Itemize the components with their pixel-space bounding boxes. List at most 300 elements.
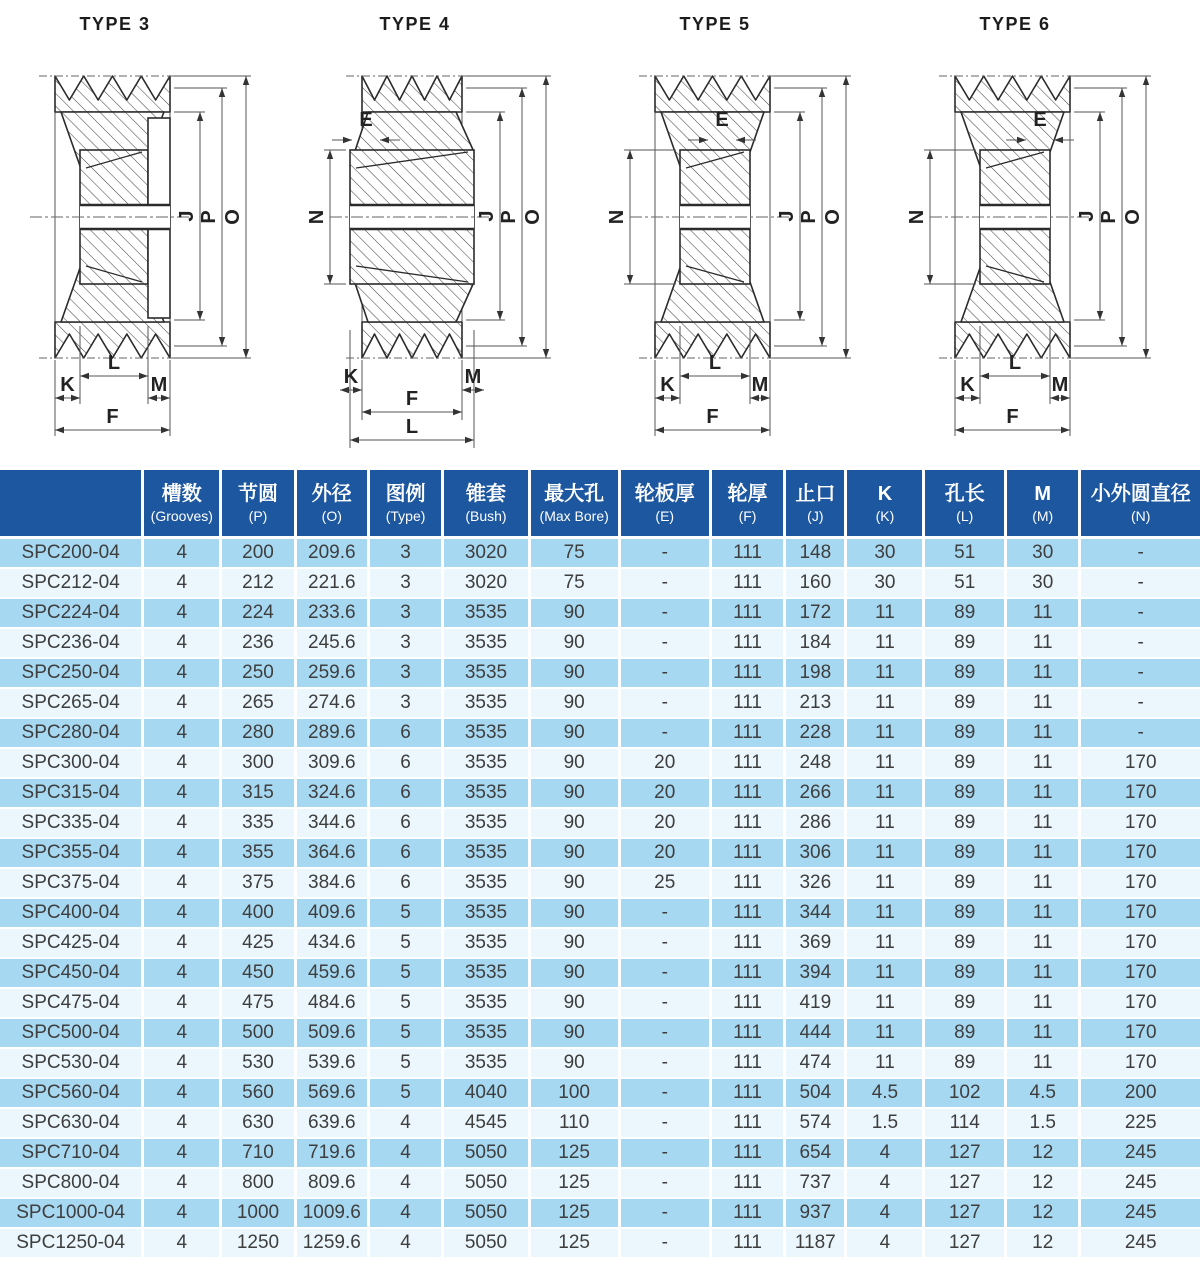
- dim-label: E: [359, 109, 373, 131]
- value-cell: 4: [143, 898, 221, 928]
- value-cell: 11: [1006, 778, 1080, 808]
- value-cell: 4: [143, 748, 221, 778]
- value-cell: 630: [221, 1108, 295, 1138]
- value-cell: 90: [529, 658, 619, 688]
- value-cell: 475: [221, 988, 295, 1018]
- value-cell: 89: [924, 898, 1006, 928]
- value-cell: 11: [1006, 898, 1080, 928]
- dim-label: M: [464, 366, 482, 388]
- spec-table: [0, 470, 1200, 1259]
- column-header-zh: 轮板厚: [634, 482, 695, 505]
- column-header-1: [143, 470, 221, 538]
- pulley-cross-section-drawing: [300, 0, 600, 470]
- value-cell: 12: [1006, 1228, 1080, 1258]
- column-header-en: (Type): [385, 507, 426, 524]
- value-cell: 30: [846, 538, 924, 569]
- value-cell: 11: [1006, 628, 1080, 658]
- value-cell: -: [619, 658, 710, 688]
- model-cell: SPC425-04: [0, 928, 143, 958]
- value-cell: 450: [221, 958, 295, 988]
- column-header-zh: 孔长: [944, 482, 985, 505]
- value-cell: 170: [1080, 838, 1200, 868]
- table-row: [0, 628, 1200, 658]
- column-header-zh: 小外圆直径: [1090, 482, 1191, 505]
- column-header-zh: 节圆: [237, 482, 278, 505]
- dim-label: P: [798, 210, 820, 224]
- value-cell: -: [1080, 628, 1200, 658]
- value-cell: -: [619, 958, 710, 988]
- value-cell: 11: [1006, 868, 1080, 898]
- value-cell: 90: [529, 778, 619, 808]
- column-header-en: (P): [248, 507, 268, 524]
- value-cell: 4: [143, 868, 221, 898]
- column-header-13: [1080, 470, 1200, 538]
- dim-label: J: [176, 210, 198, 222]
- diagram-type-6: [900, 0, 1200, 470]
- value-cell: 300: [221, 748, 295, 778]
- dim-label: K: [660, 374, 675, 396]
- column-header-7: [619, 470, 710, 538]
- value-cell: 5050: [443, 1228, 529, 1258]
- table-row: [0, 1048, 1200, 1078]
- value-cell: 170: [1080, 928, 1200, 958]
- value-cell: 4: [143, 1198, 221, 1228]
- value-cell: 11: [846, 688, 924, 718]
- value-cell: 11: [846, 928, 924, 958]
- value-cell: 574: [785, 1108, 846, 1138]
- pulley-cross-section-drawing: [0, 0, 300, 470]
- value-cell: 170: [1080, 1048, 1200, 1078]
- value-cell: 639.6: [295, 1108, 368, 1138]
- value-cell: 90: [529, 838, 619, 868]
- column-header-en: (F): [738, 507, 757, 524]
- value-cell: -: [1080, 568, 1200, 598]
- table-row: [0, 988, 1200, 1018]
- value-cell: 11: [846, 838, 924, 868]
- value-cell: 5: [368, 928, 442, 958]
- value-cell: 344: [785, 898, 846, 928]
- dim-label: E: [715, 109, 729, 131]
- pulley-diagrams-row: [0, 0, 1200, 470]
- value-cell: 170: [1080, 808, 1200, 838]
- value-cell: 3020: [443, 568, 529, 598]
- value-cell: 4: [368, 1138, 442, 1168]
- value-cell: 11: [1006, 598, 1080, 628]
- value-cell: 11: [846, 1048, 924, 1078]
- value-cell: 20: [619, 808, 710, 838]
- value-cell: 90: [529, 928, 619, 958]
- model-cell: SPC200-04: [0, 538, 143, 569]
- value-cell: 419: [785, 988, 846, 1018]
- value-cell: 89: [924, 1018, 1006, 1048]
- column-header-en: (E): [655, 507, 675, 524]
- dim-label: P: [498, 210, 520, 224]
- model-cell: SPC1250-04: [0, 1228, 143, 1258]
- column-header-2: [221, 470, 295, 538]
- value-cell: 474: [785, 1048, 846, 1078]
- value-cell: 3535: [443, 688, 529, 718]
- dim-label: J: [776, 210, 798, 222]
- value-cell: 20: [619, 838, 710, 868]
- value-cell: 11: [846, 988, 924, 1018]
- column-header-en: (Max Bore): [539, 507, 609, 524]
- column-header-zh: K: [877, 482, 893, 505]
- value-cell: 11: [846, 718, 924, 748]
- dim-label: E: [1033, 109, 1047, 131]
- table-row: [0, 808, 1200, 838]
- value-cell: 4: [368, 1228, 442, 1258]
- value-cell: 266: [785, 778, 846, 808]
- value-cell: 400: [221, 898, 295, 928]
- value-cell: 89: [924, 778, 1006, 808]
- dim-label: O: [822, 209, 844, 225]
- value-cell: 3535: [443, 898, 529, 928]
- value-cell: 245: [1080, 1138, 1200, 1168]
- value-cell: 12: [1006, 1198, 1080, 1228]
- value-cell: 89: [924, 988, 1006, 1018]
- table-row: [0, 658, 1200, 688]
- dim-label: P: [198, 210, 220, 224]
- column-header-en: (O): [321, 507, 342, 524]
- value-cell: 111: [710, 1168, 784, 1198]
- value-cell: 89: [924, 688, 1006, 718]
- column-header-zh: 轮厚: [727, 482, 768, 505]
- value-cell: 89: [924, 718, 1006, 748]
- value-cell: 4: [143, 538, 221, 569]
- value-cell: 90: [529, 748, 619, 778]
- value-cell: 355: [221, 838, 295, 868]
- value-cell: 11: [846, 958, 924, 988]
- model-cell: SPC500-04: [0, 1018, 143, 1048]
- value-cell: 3535: [443, 628, 529, 658]
- dim-label: K: [60, 374, 75, 396]
- value-cell: 11: [1006, 658, 1080, 688]
- model-cell: SPC375-04: [0, 868, 143, 898]
- column-header-en: (J): [807, 507, 824, 524]
- value-cell: 90: [529, 868, 619, 898]
- dim-label: J: [476, 210, 498, 222]
- value-cell: 4: [143, 1078, 221, 1108]
- value-cell: 236: [221, 628, 295, 658]
- value-cell: 245: [1080, 1198, 1200, 1228]
- value-cell: 509.6: [295, 1018, 368, 1048]
- column-header-zh: 止口: [795, 482, 836, 505]
- value-cell: 937: [785, 1198, 846, 1228]
- dim-label: K: [960, 374, 975, 396]
- value-cell: 111: [710, 538, 784, 569]
- value-cell: -: [619, 568, 710, 598]
- value-cell: 111: [710, 988, 784, 1018]
- dim-label: J: [1076, 210, 1098, 222]
- value-cell: 90: [529, 718, 619, 748]
- value-cell: 6: [368, 778, 442, 808]
- value-cell: 710: [221, 1138, 295, 1168]
- value-cell: 170: [1080, 1018, 1200, 1048]
- value-cell: 800: [221, 1168, 295, 1198]
- value-cell: 90: [529, 958, 619, 988]
- pulley-cross-section-drawing: [900, 0, 1200, 470]
- table-row: [0, 688, 1200, 718]
- value-cell: 4: [846, 1168, 924, 1198]
- value-cell: 6: [368, 718, 442, 748]
- value-cell: -: [619, 988, 710, 1018]
- value-cell: 3535: [443, 868, 529, 898]
- value-cell: 4: [143, 628, 221, 658]
- value-cell: 89: [924, 628, 1006, 658]
- value-cell: 245: [1080, 1168, 1200, 1198]
- value-cell: 111: [710, 1078, 784, 1108]
- value-cell: 111: [710, 688, 784, 718]
- value-cell: 6: [368, 868, 442, 898]
- value-cell: 127: [924, 1138, 1006, 1168]
- value-cell: 111: [710, 958, 784, 988]
- dim-label: L: [107, 352, 121, 374]
- diagram-title: TYPE 3: [79, 14, 151, 34]
- dim-label: O: [1122, 209, 1144, 225]
- model-cell: SPC1000-04: [0, 1198, 143, 1228]
- value-cell: 4: [143, 928, 221, 958]
- value-cell: 111: [710, 718, 784, 748]
- value-cell: -: [619, 1198, 710, 1228]
- column-header-9: [785, 470, 846, 538]
- value-cell: 184: [785, 628, 846, 658]
- value-cell: 170: [1080, 958, 1200, 988]
- value-cell: -: [619, 688, 710, 718]
- model-cell: SPC280-04: [0, 718, 143, 748]
- model-cell: SPC450-04: [0, 958, 143, 988]
- value-cell: 560: [221, 1078, 295, 1108]
- value-cell: 11: [1006, 688, 1080, 718]
- value-cell: 148: [785, 538, 846, 569]
- table-row: [0, 1078, 1200, 1108]
- table-row: [0, 1168, 1200, 1198]
- value-cell: 286: [785, 808, 846, 838]
- value-cell: 11: [846, 778, 924, 808]
- value-cell: 3020: [443, 538, 529, 569]
- model-cell: SPC800-04: [0, 1168, 143, 1198]
- value-cell: 5: [368, 898, 442, 928]
- dim-label: L: [1008, 352, 1022, 374]
- column-header-en: (K): [875, 507, 895, 524]
- value-cell: 3535: [443, 598, 529, 628]
- value-cell: 4: [846, 1138, 924, 1168]
- value-cell: 719.6: [295, 1138, 368, 1168]
- value-cell: 3535: [443, 838, 529, 868]
- value-cell: -: [1080, 658, 1200, 688]
- dim-label: P: [1098, 210, 1120, 224]
- value-cell: 4: [143, 688, 221, 718]
- value-cell: 212: [221, 568, 295, 598]
- column-header-zh: 最大孔: [544, 482, 605, 505]
- value-cell: 111: [710, 898, 784, 928]
- value-cell: 111: [710, 568, 784, 598]
- table-row: [0, 1228, 1200, 1258]
- value-cell: 1187: [785, 1228, 846, 1258]
- value-cell: 90: [529, 628, 619, 658]
- value-cell: 3535: [443, 718, 529, 748]
- value-cell: 4: [368, 1198, 442, 1228]
- model-cell: SPC250-04: [0, 658, 143, 688]
- value-cell: 89: [924, 958, 1006, 988]
- value-cell: 3: [368, 568, 442, 598]
- model-cell: SPC300-04: [0, 748, 143, 778]
- dim-label: F: [1006, 406, 1019, 428]
- value-cell: 4: [143, 1228, 221, 1258]
- value-cell: 111: [710, 1048, 784, 1078]
- value-cell: -: [1080, 718, 1200, 748]
- value-cell: 198: [785, 658, 846, 688]
- value-cell: 245.6: [295, 628, 368, 658]
- value-cell: 228: [785, 718, 846, 748]
- value-cell: 111: [710, 658, 784, 688]
- column-header-en: (L): [956, 507, 974, 524]
- value-cell: 111: [710, 778, 784, 808]
- table-row: [0, 838, 1200, 868]
- value-cell: 170: [1080, 778, 1200, 808]
- model-cell: SPC335-04: [0, 808, 143, 838]
- value-cell: 5: [368, 1078, 442, 1108]
- value-cell: 102: [924, 1078, 1006, 1108]
- value-cell: 409.6: [295, 898, 368, 928]
- value-cell: 172: [785, 598, 846, 628]
- value-cell: 200: [1080, 1078, 1200, 1108]
- value-cell: 1000: [221, 1198, 295, 1228]
- value-cell: 324.6: [295, 778, 368, 808]
- value-cell: 233.6: [295, 598, 368, 628]
- value-cell: 111: [710, 628, 784, 658]
- value-cell: 484.6: [295, 988, 368, 1018]
- model-cell: SPC265-04: [0, 688, 143, 718]
- value-cell: 4: [368, 1168, 442, 1198]
- value-cell: 75: [529, 538, 619, 569]
- value-cell: -: [619, 598, 710, 628]
- value-cell: 111: [710, 838, 784, 868]
- value-cell: 1259.6: [295, 1228, 368, 1258]
- value-cell: -: [619, 1108, 710, 1138]
- value-cell: 111: [710, 1198, 784, 1228]
- table-row: [0, 598, 1200, 628]
- value-cell: 75: [529, 568, 619, 598]
- dim-label: L: [405, 416, 419, 438]
- value-cell: 30: [846, 568, 924, 598]
- value-cell: 90: [529, 1048, 619, 1078]
- value-cell: 11: [1006, 808, 1080, 838]
- value-cell: 127: [924, 1198, 1006, 1228]
- value-cell: 504: [785, 1078, 846, 1108]
- value-cell: 4: [143, 1018, 221, 1048]
- value-cell: 4.5: [846, 1078, 924, 1108]
- value-cell: -: [1080, 538, 1200, 569]
- model-cell: SPC355-04: [0, 838, 143, 868]
- table-row: [0, 1108, 1200, 1138]
- value-cell: 89: [924, 808, 1006, 838]
- table-row: [0, 898, 1200, 928]
- table-row: [0, 1138, 1200, 1168]
- value-cell: 11: [1006, 1048, 1080, 1078]
- value-cell: -: [619, 538, 710, 569]
- value-cell: 89: [924, 748, 1006, 778]
- value-cell: 111: [710, 1018, 784, 1048]
- value-cell: -: [619, 1048, 710, 1078]
- value-cell: 25: [619, 868, 710, 898]
- value-cell: 425: [221, 928, 295, 958]
- diagram-type-5: [600, 0, 900, 470]
- column-header-zh: 外径: [311, 482, 352, 505]
- value-cell: -: [619, 1138, 710, 1168]
- value-cell: 4: [143, 1138, 221, 1168]
- diagram-title: TYPE 6: [979, 14, 1051, 34]
- column-header-en: (Grooves): [150, 507, 213, 524]
- dim-label: M: [751, 374, 769, 396]
- value-cell: 90: [529, 1018, 619, 1048]
- value-cell: 245: [1080, 1228, 1200, 1258]
- value-cell: 3535: [443, 748, 529, 778]
- model-cell: SPC315-04: [0, 778, 143, 808]
- value-cell: 3535: [443, 1048, 529, 1078]
- column-header-zh: M: [1034, 482, 1052, 505]
- value-cell: 459.6: [295, 958, 368, 988]
- value-cell: 11: [1006, 1018, 1080, 1048]
- header-row: [0, 470, 1200, 538]
- value-cell: 90: [529, 598, 619, 628]
- model-cell: SPC630-04: [0, 1108, 143, 1138]
- value-cell: 51: [924, 568, 1006, 598]
- value-cell: 125: [529, 1168, 619, 1198]
- value-cell: 4: [143, 1048, 221, 1078]
- value-cell: 11: [846, 628, 924, 658]
- value-cell: 306: [785, 838, 846, 868]
- column-header-zh: 图例: [385, 482, 426, 505]
- value-cell: 12: [1006, 1138, 1080, 1168]
- value-cell: 4: [846, 1228, 924, 1258]
- value-cell: 125: [529, 1138, 619, 1168]
- value-cell: 90: [529, 688, 619, 718]
- value-cell: 20: [619, 778, 710, 808]
- value-cell: 51: [924, 538, 1006, 569]
- value-cell: 4: [143, 718, 221, 748]
- value-cell: 530: [221, 1048, 295, 1078]
- table-row: [0, 1018, 1200, 1048]
- dim-label: F: [106, 406, 119, 428]
- model-cell: SPC212-04: [0, 568, 143, 598]
- value-cell: 89: [924, 658, 1006, 688]
- value-cell: 394: [785, 958, 846, 988]
- value-cell: 5050: [443, 1168, 529, 1198]
- value-cell: -: [619, 1228, 710, 1258]
- table-row: [0, 778, 1200, 808]
- value-cell: 89: [924, 928, 1006, 958]
- dim-label: F: [706, 406, 719, 428]
- value-cell: 111: [710, 928, 784, 958]
- value-cell: 1.5: [846, 1108, 924, 1138]
- value-cell: 364.6: [295, 838, 368, 868]
- value-cell: 221.6: [295, 568, 368, 598]
- dim-label: N: [606, 209, 628, 225]
- model-cell: SPC224-04: [0, 598, 143, 628]
- value-cell: 111: [710, 1108, 784, 1138]
- value-cell: 170: [1080, 868, 1200, 898]
- value-cell: 3: [368, 658, 442, 688]
- dim-label: M: [150, 374, 168, 396]
- value-cell: 90: [529, 808, 619, 838]
- value-cell: 224: [221, 598, 295, 628]
- table-row: [0, 718, 1200, 748]
- value-cell: 248: [785, 748, 846, 778]
- value-cell: 4: [143, 568, 221, 598]
- value-cell: 11: [846, 598, 924, 628]
- value-cell: 500: [221, 1018, 295, 1048]
- model-cell: SPC400-04: [0, 898, 143, 928]
